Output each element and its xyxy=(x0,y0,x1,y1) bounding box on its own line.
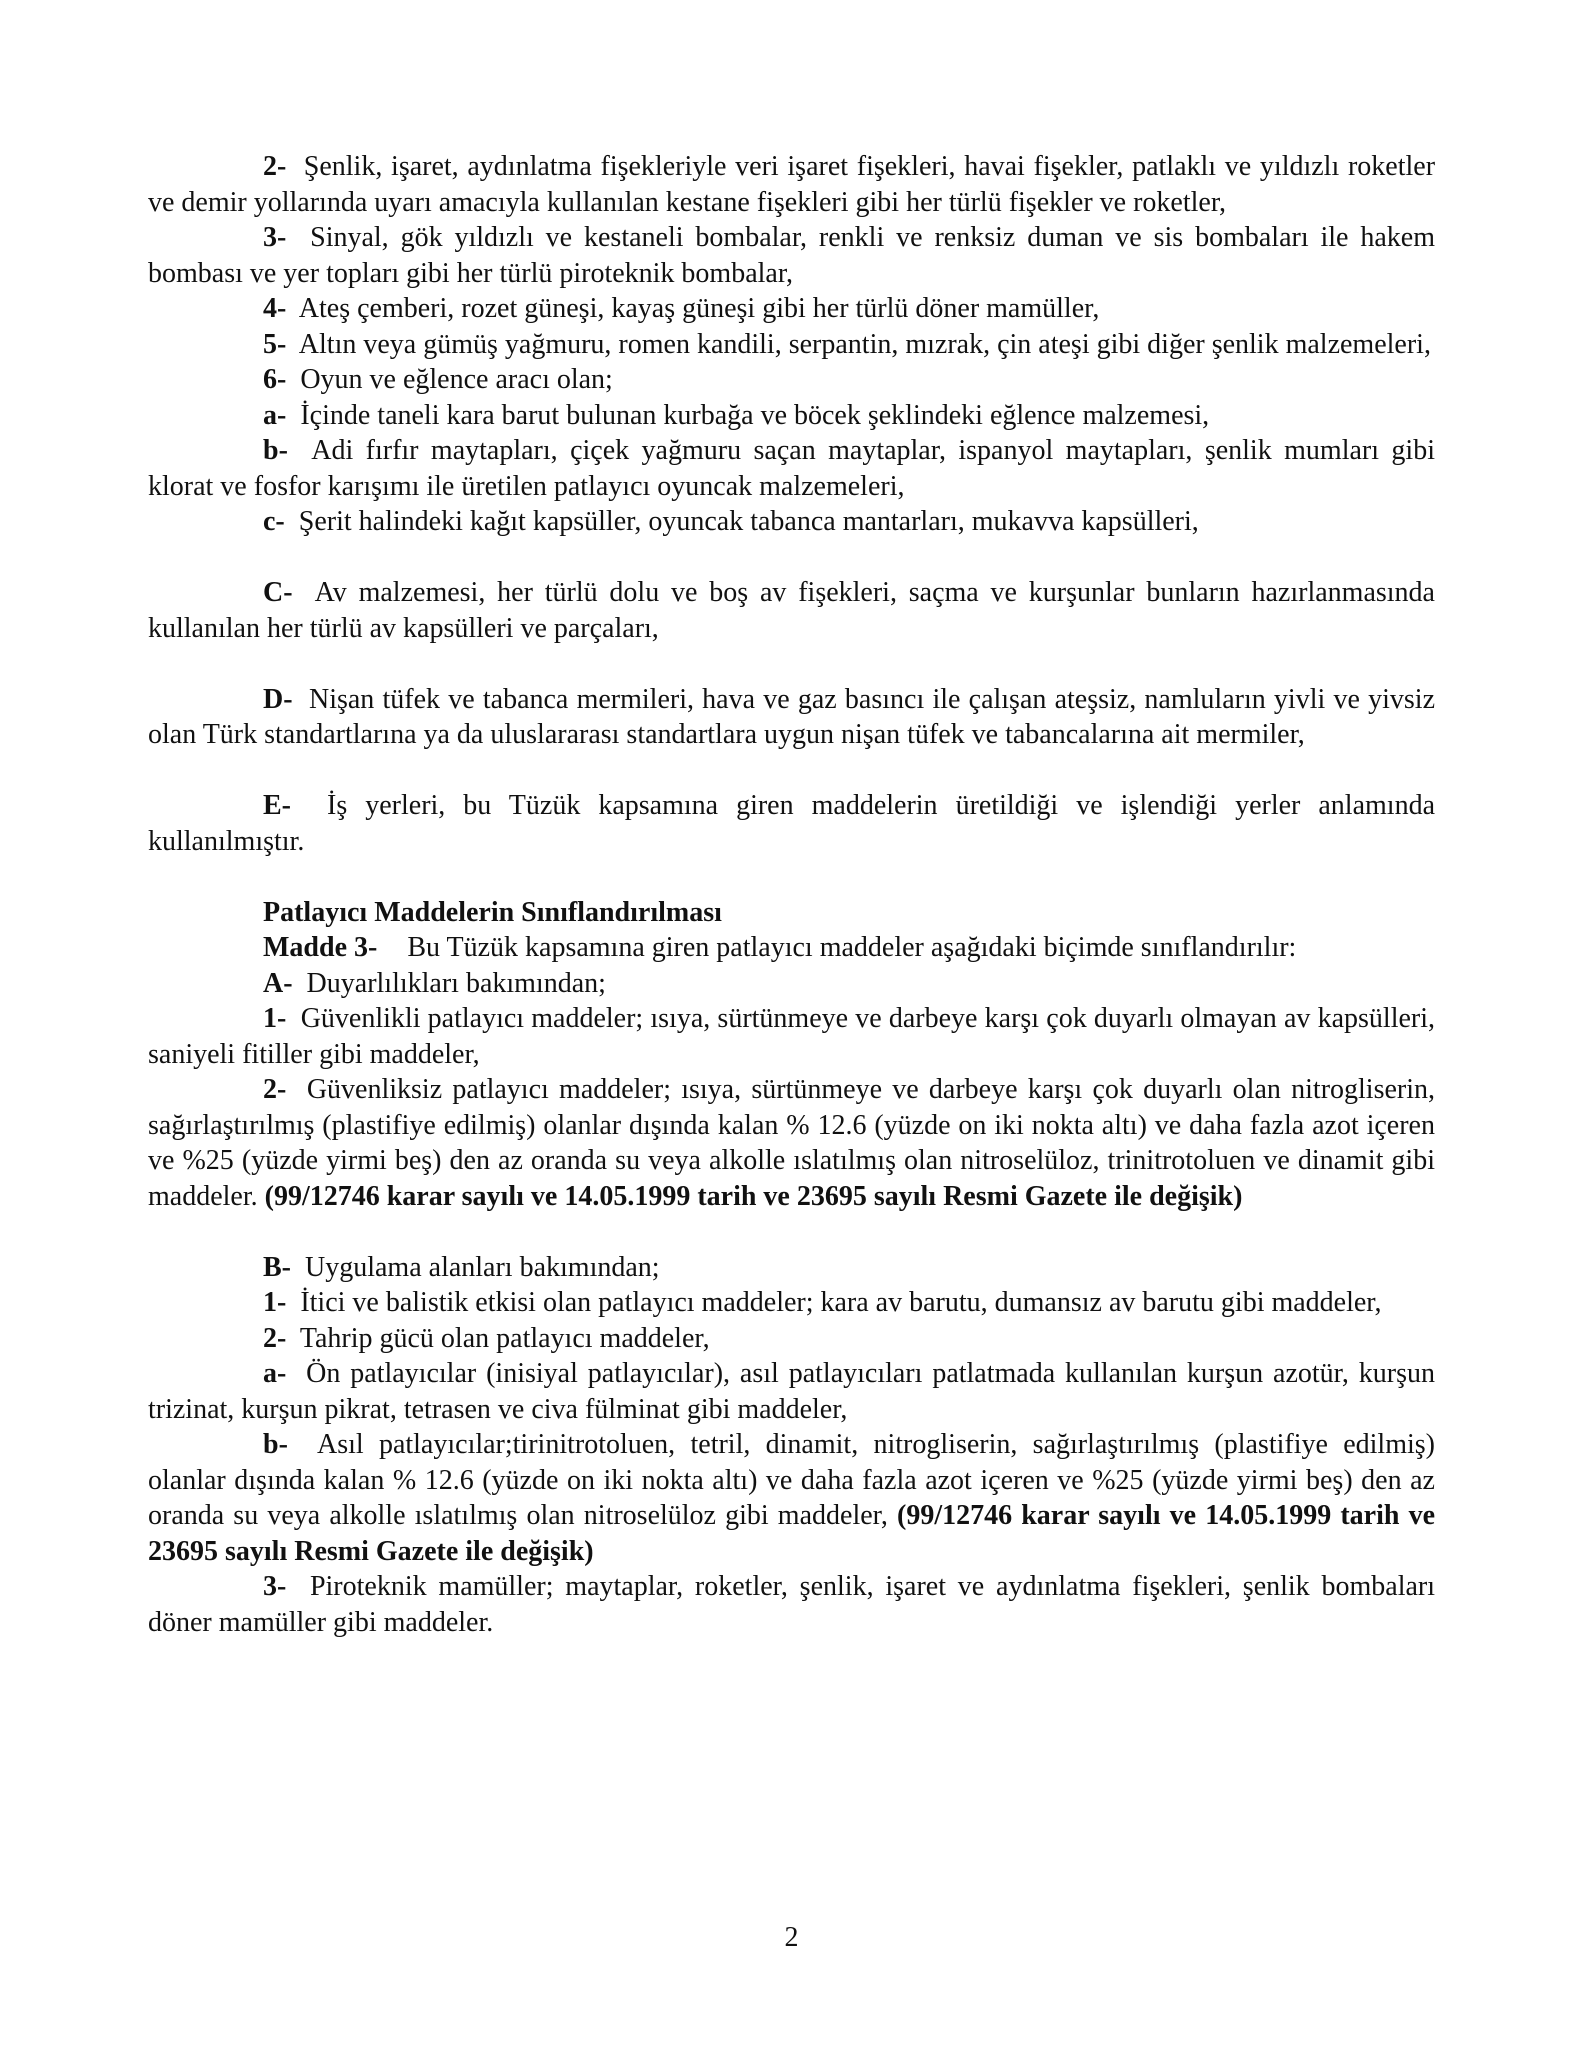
paragraph-A-duyarlilik: A- Duyarlılıkları bakımından; xyxy=(263,967,606,999)
amendment-note: (99/12746 karar sayılı ve 14.05.1999 tarih ve 23695 sayılı Resmi Gazete ile değişik) xyxy=(264,1180,1243,1212)
section-heading: Patlayıcı Maddelerin Sınıflandırılması xyxy=(263,896,722,928)
spacer xyxy=(148,859,1435,895)
amendment-note: (99/12746 karar sayılı ve 14.05.1999 tarih ve 23695 sayılı Resmi Gazete ile değişik) xyxy=(148,1500,1436,1567)
paragraph-a-on-patlayici: a- Ön patlayıcılar (inisiyal patlayıcılar), asıl patlayıcıları patlatmada kullanılan kurşun azotür, kurşun trizinat, kurşun pikrat, tetrasen ve civa fülminat gibi maddeler, xyxy=(148,1358,1435,1425)
paragraph-2-fisekler: 2- Şenlik, işaret, aydınlatma fişekleriyle veri işaret fişekleri, havai fişekler, patlaklı ve yıldızlı roketler ve demir yollarında uyarı amacıyla kullanılan kestane fişekleri gibi her türlü fişekler ve roketler, xyxy=(148,151,1436,218)
paragraph-1-itici: 1- İtici ve balistik etkisi olan patlayıcı maddeler; kara av barutu, dumansız av barutu gibi maddeler, xyxy=(263,1287,1382,1318)
spacer xyxy=(148,753,1435,789)
page-number: 2 xyxy=(784,1922,799,1953)
paragraph-a-kurbaga: a- İçinde taneli kara barut bulunan kurbağa ve böcek şeklindeki eğlence malzemesi, xyxy=(263,399,1210,431)
paragraph-D-nisan: D- Nişan tüfek ve tabanca mermileri, hava ve gaz basıncı ile çalışan ateşsiz, namluların yivli ve yivsiz olan Türk standartlarına ya da uluslararası standartlara uygun nişan tüfek ve tabancalarına ait mermiler, xyxy=(148,683,1435,750)
spacer xyxy=(148,1214,1435,1250)
paragraph-3-piroteknik: 3- Piroteknik mamüller; maytaplar, roketler, şenlik, işaret ve aydınlatma fişekleri, şenlik bombaları döner mamüller gibi maddeler. xyxy=(148,1571,1436,1638)
spacer xyxy=(148,646,1435,682)
paragraph-c-kapsul: c- Şerit halindeki kağıt kapsüller, oyuncak tabanca mantarları, mukavva kapsülleri, xyxy=(263,506,1199,537)
paragraph-3-bombalar: 3- Sinyal, gök yıldızlı ve kestaneli bombalar, renkli ve renksiz duman ve sis bombaları ile hakem bombası ve yer topları gibi her türlü piroteknik bombalar, xyxy=(148,222,1436,289)
document-body xyxy=(148,149,1435,1640)
paragraph-2-tahrip: 2- Tahrip gücü olan patlayıcı maddeler, xyxy=(263,1322,710,1354)
madde-3: Madde 3- Bu Tüzük kapsamına giren patlayıcı maddeler aşağıdaki biçimde sınıflandırılır: xyxy=(263,932,1297,963)
paragraph-C-av-malzemesi: C- Av malzemesi, her türlü dolu ve boş av fişekleri, saçma ve kurşunlar bunların hazırlanmasında kullanılan her türlü av kapsülleri ve parçaları, xyxy=(148,577,1435,644)
paragraph-b-maytap: b- Adi fırfır maytapları, çiçek yağmuru saçan maytaplar, ispanyol maytapları, şenlik mumları gibi klorat ve fosfor karışımı ile üretilen patlayıcı oyuncak malzemeleri, xyxy=(148,435,1435,502)
spacer xyxy=(148,540,1435,576)
paragraph-4-doner: 4- Ateş çemberi, rozet güneşi, kayaş güneşi gibi her türlü döner mamüller, xyxy=(263,293,1100,324)
paragraph-6-oyun: 6- Oyun ve eğlence aracı olan; xyxy=(263,364,613,395)
paragraph-B-uygulama: B- Uygulama alanları bakımından; xyxy=(263,1251,660,1283)
paragraph-E-is-yerleri: E- İş yerleri, bu Tüzük kapsamına giren maddelerin üretildiği ve işlendiği yerler anlamında kullanılmıştır. xyxy=(148,790,1436,857)
paragraph-5-senlik: 5- Altın veya gümüş yağmuru, romen kandili, serpantin, mızrak, çin ateşi gibi diğer şenlik malzemeleri, xyxy=(263,328,1431,360)
paragraph-1-guvenlikli: 1- Güvenlikli patlayıcı maddeler; ısıya, sürtünmeye ve darbeye karşı çok duyarlı olmayan av kapsülleri, saniyeli fitiller gibi maddeler, xyxy=(148,1003,1435,1070)
paragraph-b-asil-patlayici: b- Asıl patlayıcılar;tirinitrotoluen, tetril, dinamit, nitrogliserin, sağırlaştırılmış (plastifiye edilmiş) olanlar dışında kalan % 12.6 (yüzde on iki nokta altı) ve daha fazla azot içeren ve %25 (yüzde yirmi beş) den az oranda su veya alkolle ıslatılmış olan nitroselüloz gibi maddeler, (99/12746 karar sayılı ve 14.05.1999 tarih ve 23695 sayılı Resmi Gazete ile değişik) xyxy=(148,1429,1436,1567)
paragraph-2-guvenliksiz: 2- Güvenliksiz patlayıcı maddeler; ısıya, sürtünmeye ve darbeye karşı çok duyarlı olan nitrogliserin, sağırlaştırılmış (plastifiye edilmiş) olanlar dışında kalan % 12.6 (yüzde on iki nokta altı) ve daha fazla azot içeren ve %25 (yüzde yirmi beş) den az oranda su veya alkolle ıslatılmış olan nitroselüloz, trinitrotoluen ve dinamit gibi maddeler. (99/12746 karar sayılı ve 14.05.1999 tarih ve 23695 sayılı Resmi Gazete ile değişik) xyxy=(148,1074,1436,1212)
